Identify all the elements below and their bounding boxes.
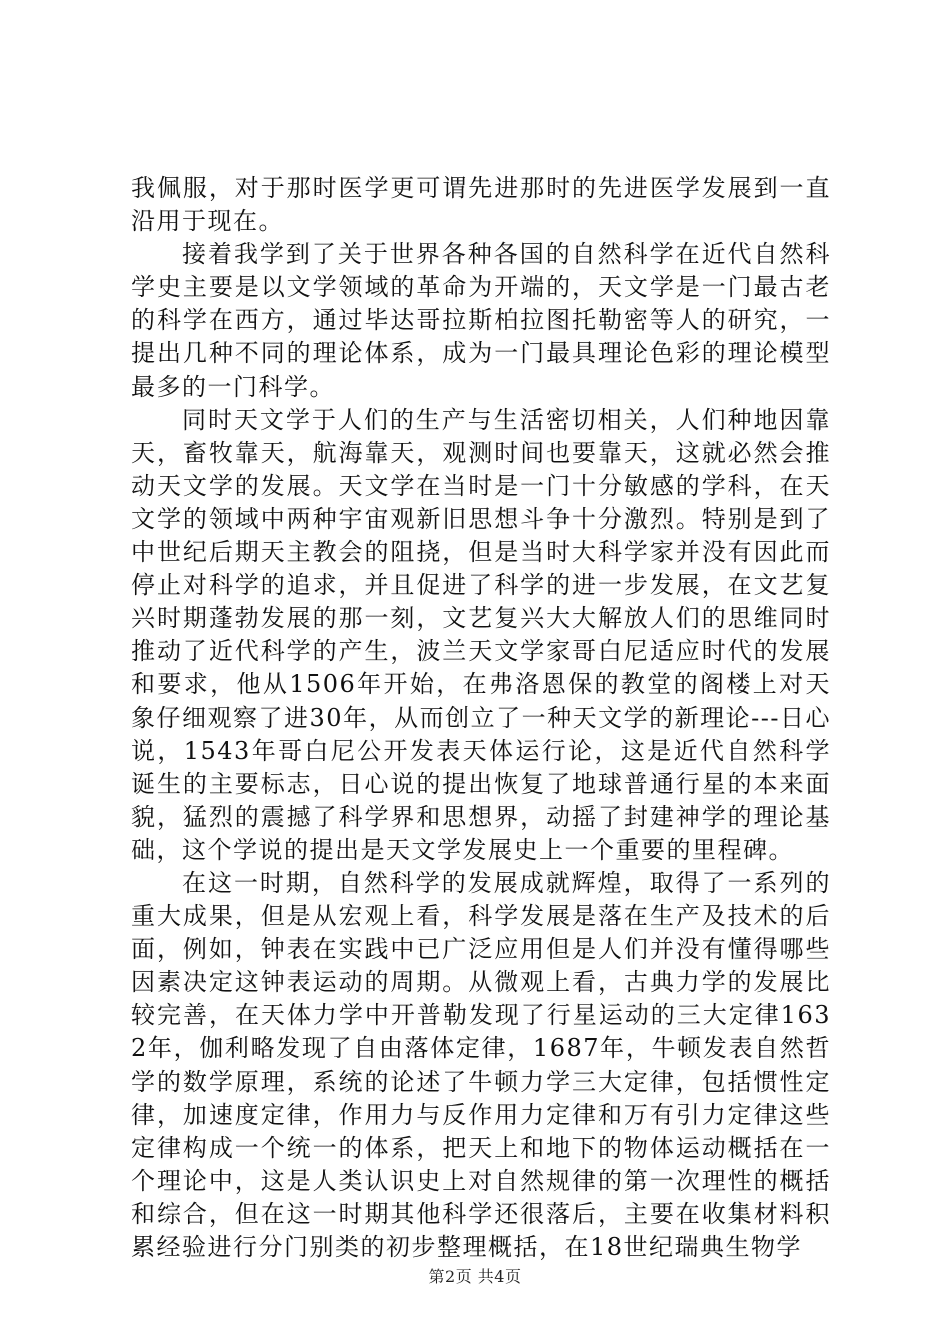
paragraph-4: 在这一时期，自然科学的发展成就辉煌，取得了一系列的重大成果，但是从宏观上看，科学发展是落在生产及技术的后面，例如，钟表在实践中已广泛应用但是人们并没有懂得哪些因素决定这钟表运动的周期。从微观上看，古典力学的发展比较完善，在天体力学中开普勒发现了行星运动的三大定律1632年，伽利略发现了自由落体定律，1687年，牛顿发表自然哲学的数学原理，系统的论述了牛顿力学三大定律，包括惯性定律，加速度定律，作用力与反作用力定律和万有引力定律这些定律构成一个统一的体系，把天上和地下的物体运动概括在一个理论中，这是人类认识史上对自然规律的第一次理性的概括和综合，但在这一时期其他科学还很落后，主要在收集材料积累经验进行分门别类的初步整理概括，在18世纪瑞典生物学 bbox=[131, 868, 831, 1261]
document-body bbox=[131, 172, 831, 1264]
paragraph-1: 我佩服，对于那时医学更可谓先进那时的先进医学发展到一直沿用于现在。 bbox=[131, 174, 831, 236]
paragraph-3: 同时天文学于人们的生产与生活密切相关，人们种地因靠天，畜牧靠天，航海靠天，观测时间也要靠天，这就必然会推动天文学的发展。天文学在当时是一门十分敏感的学科，在天文学的领域中两种宇宙观新旧思想斗争十分激烈。特别是到了中世纪后期天主教会的阻挠，但是当时大科学家并没有因此而停止对科学的追求，并且促进了科学的进一步发展，在文艺复兴时期蓬勃发展的那一刻，文艺复兴大大解放人们的思维同时推动了近代科学的产生，波兰天文学家哥白尼适应时代的发展和要求，他从1506年开始，在弗洛恩保的教堂的阁楼上对天象仔细观察了进30年，从而创立了一种天文学的新理论---日心说，1543年哥白尼公开发表天体运行论，这是近代自然科学诞生的主要标志，日心说的提出恢复了地球普通行星的本来面貌，猛烈的震撼了科学界和思想界，动摇了封建神学的理论基础，这个学说的提出是天文学发展史上一个重要的里程碑。 bbox=[131, 405, 831, 864]
paragraph-2: 接着我学到了关于世界各种各国的自然科学在近代自然科学史主要是以文学领域的革命为开端的，天文学是一门最古老的科学在西方，通过毕达哥拉斯柏拉图托勒密等人的研究，一提出几种不同的理论体系，成为一门最具理论色彩的理论模型最多的一门科学。 bbox=[131, 240, 831, 401]
page-number-footer: 第2页 共4页 bbox=[428, 1267, 522, 1286]
